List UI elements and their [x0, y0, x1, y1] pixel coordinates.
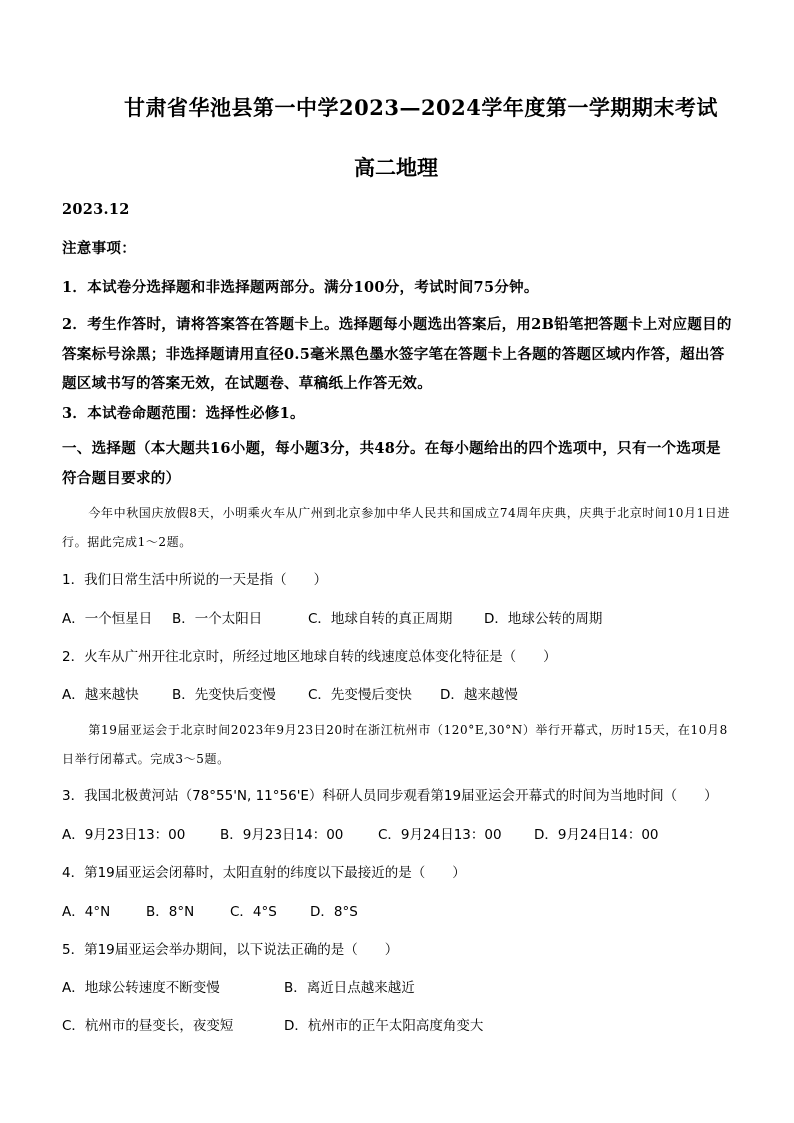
- question-3-option-d: D．9月24日14：00: [534, 827, 659, 843]
- question-1-option-a: A．一个恒星日: [62, 611, 153, 627]
- question-4-option-c: C．4°S: [230, 904, 277, 920]
- question-2-option-d: D．越来越慢: [440, 687, 518, 703]
- note-item-1: 1．本试卷分选择题和非选择题两部分。满分100分，考试时间75分钟。: [62, 279, 539, 296]
- question-3-option-b: B．9月23日14：00: [220, 827, 344, 843]
- section-heading: 一、选择题（本大题共16小题，每小题3分，共48分。在每小题给出的四个选项中，只有一个选项是符合题目要求的）: [62, 440, 721, 487]
- question-1-option-c: C．地球自转的真正周期: [308, 611, 453, 627]
- question-1-option-d: D．地球公转的周期: [484, 611, 603, 627]
- exam-date: 2023.12: [62, 201, 130, 218]
- question-2-option-c: C．先变慢后变快: [308, 687, 412, 703]
- question-4-option-d: D．8°S: [310, 904, 358, 920]
- passage-2: 第19届亚运会于北京时间2023年9月23日20时在浙江杭州市（120°E,30°N）举行开幕式，历时15天，在10月8日举行闭幕式。完成3～5题。: [62, 723, 728, 766]
- question-3: 3．我国北极黄河站（78°55'N, 11°56'E）科研人员同步观看第19届亚运会开幕式的时间为当地时间（ ）: [62, 788, 718, 804]
- question-3-option-a: A．9月23日13：00: [62, 827, 186, 843]
- question-3-option-c: C．9月24日13：00: [378, 827, 502, 843]
- question-4-option-a: A．4°N: [62, 904, 111, 920]
- note-item-3: 3．本试卷命题范围：选择性必修1。: [62, 405, 305, 422]
- question-4-option-b: B．8°N: [146, 904, 195, 920]
- question-5-option-c: C．杭州市的昼变长，夜变短: [62, 1018, 234, 1034]
- page-title: 甘肃省华池县第一中学2023—2024学年度第一学期期末考试: [124, 95, 718, 120]
- question-5-option-d: D．杭州市的正午太阳高度角变大: [284, 1018, 484, 1034]
- question-1: 1．我们日常生活中所说的一天是指（ ）: [62, 572, 328, 588]
- question-5-option-b: B．离近日点越来越近: [284, 980, 415, 996]
- question-2-option-b: B．先变快后变慢: [172, 687, 276, 703]
- page-subtitle: 高二地理: [354, 155, 438, 180]
- question-4: 4．第19届亚运会闭幕时，太阳直射的纬度以下最接近的是（ ）: [62, 865, 466, 881]
- question-1-option-b: B．一个太阳日: [172, 611, 263, 627]
- question-2: 2．火车从广州开往北京时，所经过地区地球自转的线速度总体变化特征是（ ）: [62, 649, 557, 665]
- notes-heading: 注意事项：: [62, 240, 136, 257]
- question-5: 5．第19届亚运会举办期间，以下说法正确的是（ ）: [62, 942, 399, 958]
- note-item-2: 2．考生作答时，请将答案答在答题卡上。选择题每小题选出答案后，用2B铅笔把答题卡上对应题目的答案标号涂黑；非选择题请用直径0.5毫米黑色墨水签字笔在答题卡上各题的答题区域内作答，超出答题区域书写的答案无效，在试题卷、草稿纸上作答无效。: [62, 316, 732, 392]
- question-5-option-a: A．地球公转速度不断变慢: [62, 980, 220, 996]
- passage-1: 今年中秋国庆放假8天，小明乘火车从广州到北京参加中华人民共和国成立74周年庆典，庆典于北京时间10月1日进行。据此完成1～2题。: [62, 506, 731, 549]
- question-2-option-a: A．越来越快: [62, 687, 139, 703]
